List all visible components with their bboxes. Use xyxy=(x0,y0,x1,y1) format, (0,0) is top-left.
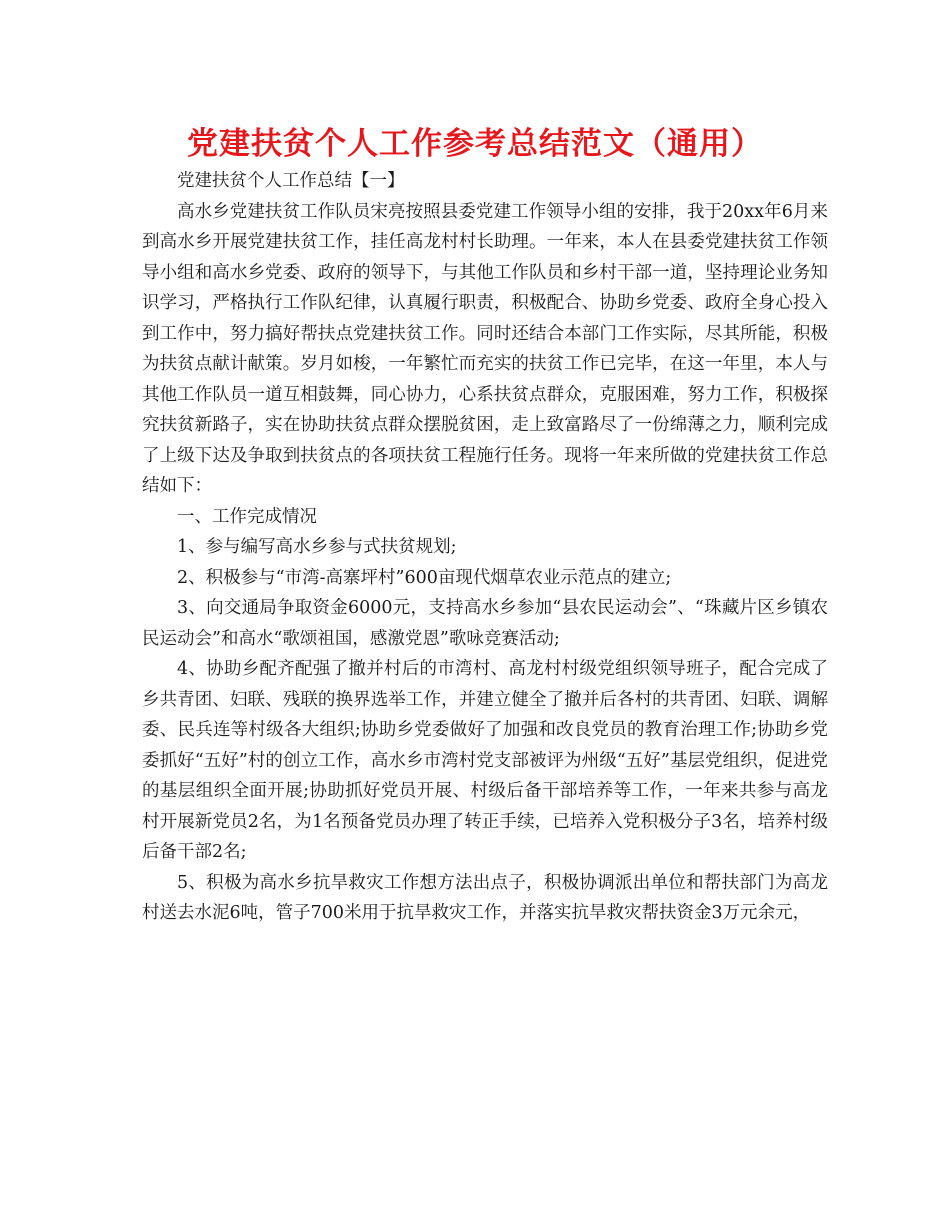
intro-paragraph: 高水乡党建扶贫工作队员宋亮按照县委党建工作领导小组的安排，我于20xx年6月来到高水乡开展党建扶贫工作，挂任高龙村村长助理。一年来，本人在县委党建扶贫工作领导小组和高水乡党委、政府的领导下，与其他工作队员和乡村干部一道，坚持理论业务知识学习，严格执行工作队纪律，认真履行职责，积极配合、协助乡党委、政府全身心投入到工作中，努力搞好帮扶点党建扶贫工作。同时还结合本部门工作实际，尽其所能，积极为扶贫点献计献策。岁月如梭，一年繁忙而充实的扶贫工作已完毕，在这一年里，本人与其他工作队员一道互相鼓舞，同心协力，心系扶贫点群众，克服困难，努力工作，积极探究扶贫新路子，实在协助扶贫点群众摆脱贫困，走上致富路尽了一份绵薄之力，顺利完成了上级下达及争取到扶贫点的各项扶贫工程施行任务。现将一年来所做的党建扶贫工作总结如下： xyxy=(142,201,828,496)
list-item-2: 2、积极参与“市湾-高寨坪村”600亩现代烟草农业示范点的建立; xyxy=(177,567,672,588)
document-title: 党建扶贫个人工作参考总结范文（通用） xyxy=(187,126,763,162)
list-item-1: 1、参与编写高水乡参与式扶贫规划; xyxy=(177,537,457,557)
list-item-4: 4、协助乡配齐配强了撤并村后的市湾村、高龙村村级党组织领导班子，配合完成了乡共青团、妇联、残联的换界选举工作，并建立健全了撤并后各村的共青团、妇联、调解委、民兵连等村级各大组织;协助乡党委做好了加强和改良党员的教育治理工作;协助乡党委抓好“五好”村的创立工作，高水乡市湾村党支部被评为州级“五好”基层党组织，促进党的基层组织全面开展;协助抓好党员开展、村级后备干部培养等工作，一年来共参与高龙村开展新党员2名，为1名预备党员办理了转正手续，已培养入党积极分子3名，培养村级后备干部2名; xyxy=(142,659,828,862)
list-item-3: 3、向交通局争取资金6000元，支持高水乡参加“县农民运动会”、“珠藏片区乡镇农民运动会”和高水“歌颂祖国，感激党恩”歌咏竞赛活动; xyxy=(142,598,828,649)
document-body xyxy=(142,166,828,929)
section-heading: 党建扶贫个人工作总结【一】 xyxy=(177,171,405,191)
list-item-5: 5、积极为高水乡抗旱救灾工作想方法出点子，积极协调派出单位和帮扶部门为高龙村送去水泥6吨，管子700米用于抗旱救灾工作，并落实抗旱救灾帮扶资金3万元余元， xyxy=(142,872,828,923)
subsection-heading: 一、工作完成情况 xyxy=(177,506,317,527)
